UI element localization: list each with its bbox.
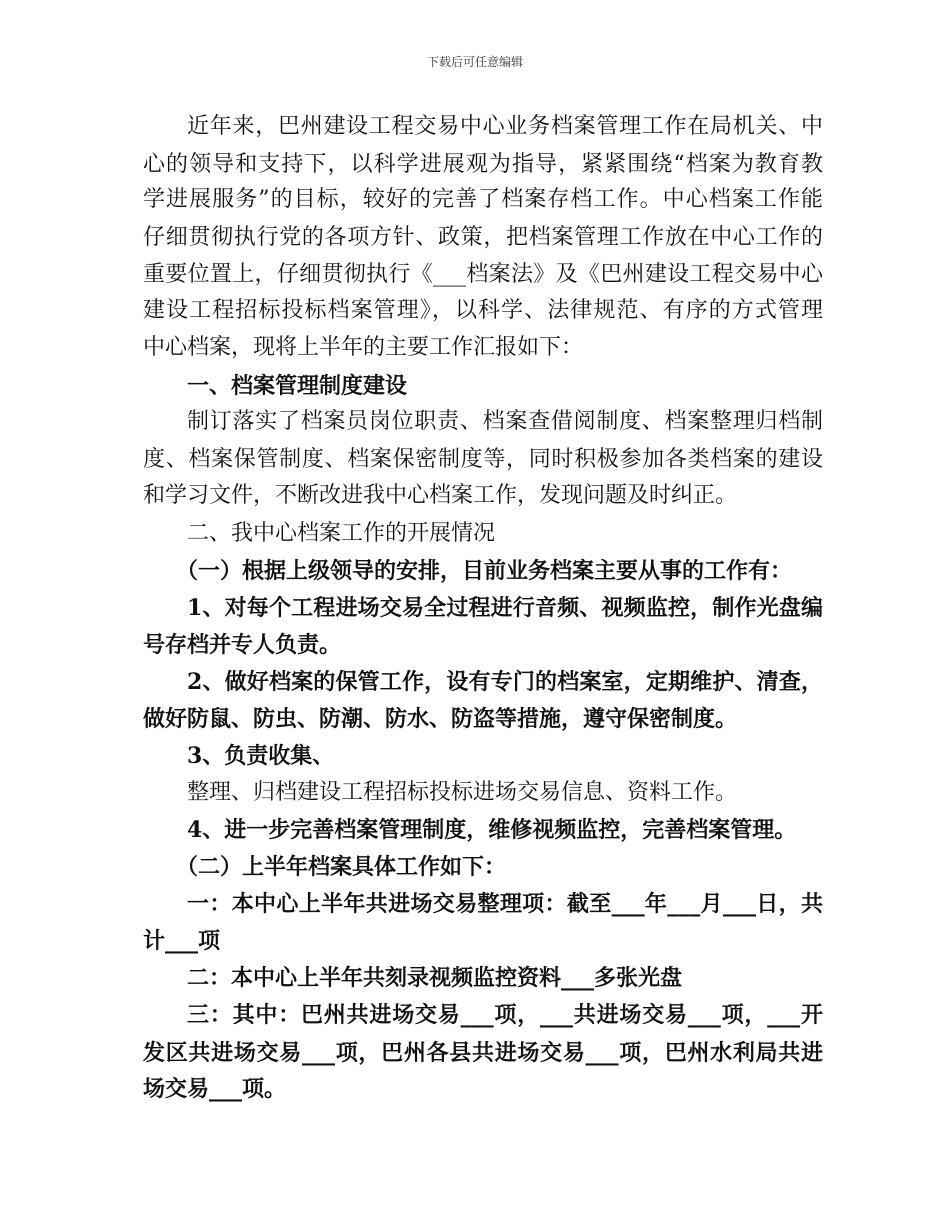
subsection-heading: （一）根据上级领导的安排，目前业务档案主要从事的工作有： <box>176 558 793 584</box>
section-heading: 二、我中心档案工作的开展情况 <box>187 521 496 546</box>
text-line: 1、对每个工程进场交易全过程进行音频、视频监控，制作光盘编 <box>187 595 823 621</box>
text-line: 度、档案保管制度、档案保密制度等，同时积极参加各类档案的建设 <box>143 447 823 472</box>
text-line: 重要位置上，仔细贯彻执行《___档案法》及《巴州建设工程交易中心 <box>143 262 823 287</box>
text-line: 心的领导和支持下，以科学进展观为指导，紧紧围绕“档案为教育教 <box>143 152 823 177</box>
text-line: 2、做好档案的保管工作，设有专门的档案室，定期维护、清查， <box>187 669 823 695</box>
text-line: 4、进一步完善档案管理制度，维修视频监控，完善档案管理。 <box>187 817 797 843</box>
text-line: 三：其中：巴州共进场交易___项，___共进场交易___项，___开 <box>187 1002 823 1028</box>
section-heading: 一、档案管理制度建设 <box>187 373 408 399</box>
text-line: 整理、归档建设工程招标投标进场交易信息、资料工作。 <box>187 780 738 805</box>
text-line: 近年来，巴州建设工程交易中心业务档案管理工作在局机关、中 <box>187 114 823 139</box>
text-line: 做好防鼠、防虫、防潮、防水、防盗等措施，遵守保密制度。 <box>143 706 738 732</box>
text-line: 建设工程招标投标档案管理》，以科学、法律规范、有序的方式管理 <box>143 298 823 323</box>
text-line: 学进展服务”的目标，较好的完善了档案存档工作。中心档案工作能 <box>143 187 823 212</box>
text-line: 一：本中心上半年共进场交易整理项：截至___年___月___日，共 <box>187 891 823 917</box>
text-line: 场交易___项。 <box>143 1076 287 1102</box>
text-line: 3、负责收集、 <box>187 743 335 769</box>
text-line: 和学习文件，不断改进我中心档案工作，发现问题及时纠正。 <box>143 483 738 508</box>
text-line: 二：本中心上半年共刻录视频监控资料___多张光盘 <box>187 965 683 991</box>
text-line: 仔细贯彻执行党的各项方针、政策，把档案管理工作放在中心工作的 <box>143 225 823 250</box>
page-header: 下载后可任意编辑 <box>426 55 523 69</box>
text-line: 发区共进场交易___项，巴州各县共进场交易___项，巴州水利局共进 <box>143 1040 823 1066</box>
subsection-heading: （二）上半年档案具体工作如下： <box>176 854 507 880</box>
text-line: 计___项 <box>143 928 221 954</box>
text-line: 中心档案，现将上半年的主要工作汇报如下： <box>143 335 584 360</box>
text-line: 号存档并专人负责。 <box>143 632 342 658</box>
text-line: 制订落实了档案员岗位职责、档案查借阅制度、档案整理归档制 <box>187 409 823 434</box>
